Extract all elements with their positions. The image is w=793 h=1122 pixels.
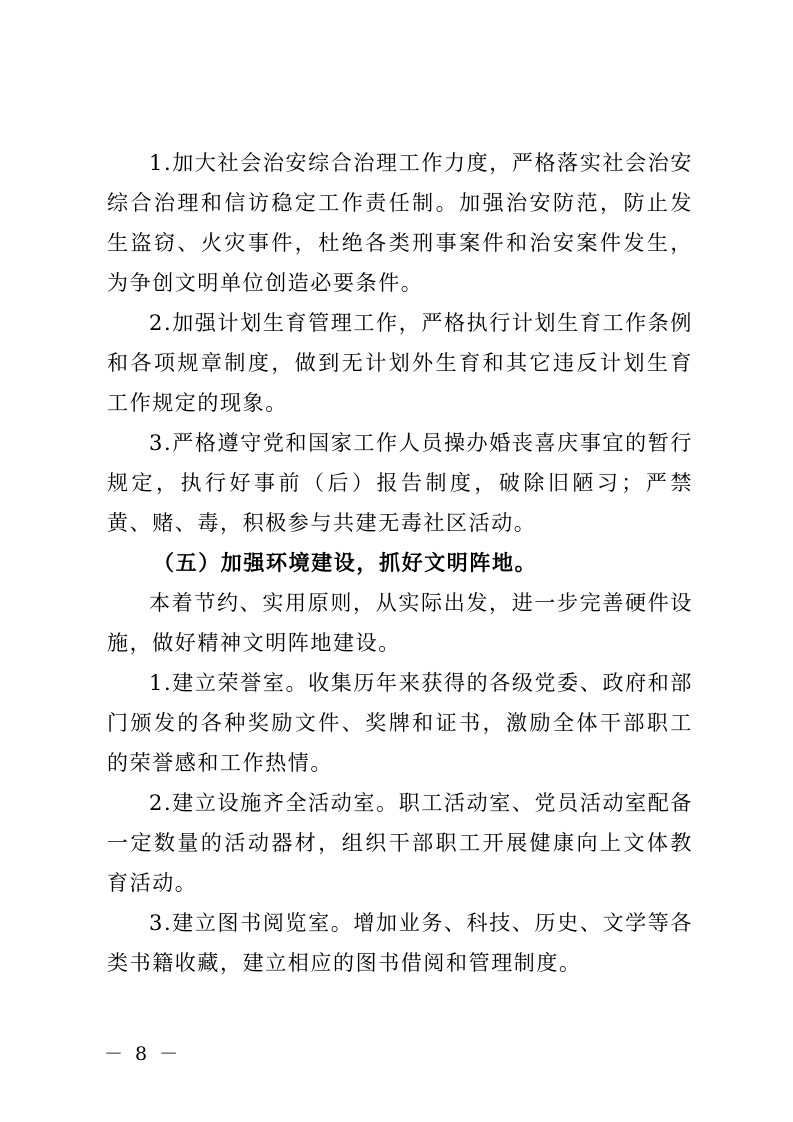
paragraph-family-planning: 2.加强计划生育管理工作，严格执行计划生育工作条例和各项规章制度，做到无计划外生育和其它违反计划生育工作规定的现象。 <box>107 311 693 415</box>
document-body <box>107 143 693 983</box>
paragraph-honor-room: 1.建立荣誉室。收集历年来获得的各级党委、政府和部门颁发的各种奖励文件、奖牌和证书，激励全体干部职工的荣誉感和工作热情。 <box>107 671 693 775</box>
paragraph-activity-room: 2.建立设施齐全活动室。职工活动室、党员活动室配备一定数量的活动器材，组织干部职工开展健康向上文体教育活动。 <box>107 791 693 895</box>
paragraph-public-security: 1.加大社会治安综合治理工作力度，严格落实社会治安综合治理和信访稳定工作责任制。加强治安防范，防止发生盗窃、火灾事件，杜绝各类刑事案件和治安案件发生，为争创文明单位创造必要条件。 <box>107 151 693 295</box>
page-number: － 8 － <box>104 1043 182 1065</box>
paragraph-conduct-rules: 3.严格遵守党和国家工作人员操办婚丧喜庆事宜的暂行规定，执行好事前（后）报告制度，破除旧陋习；严禁黄、赌、毒，积极参与共建无毒社区活动。 <box>107 431 693 535</box>
paragraph-section-intro: 本着节约、实用原则，从实际出发，进一步完善硬件设施，做好精神文明阵地建设。 <box>107 591 693 655</box>
paragraph-reading-room: 3.建立图书阅览室。增加业务、科技、历史、文学等各类书籍收藏，建立相应的图书借阅和管理制度。 <box>107 911 693 975</box>
section-heading: （五）加强环境建设，抓好文明阵地。 <box>153 550 538 575</box>
